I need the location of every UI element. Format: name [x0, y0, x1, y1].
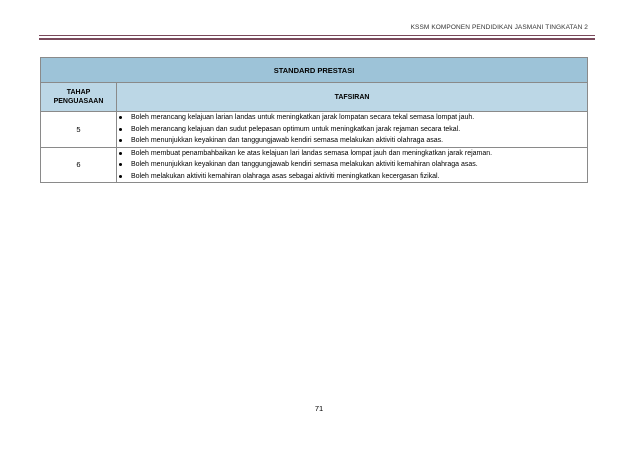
- column-header-level-line1: TAHAP: [66, 89, 91, 96]
- level-cell: 5: [41, 112, 117, 148]
- bullet-icon: [119, 175, 122, 178]
- level-cell: 6: [41, 147, 117, 183]
- header-rule-thin: [39, 35, 595, 36]
- interpretation-cell: [117, 112, 588, 148]
- bullet-icon: [119, 163, 122, 166]
- header-rule-thick: [39, 38, 595, 40]
- list-item-text: Boleh menunjukkan keyakinan dan tanggungjawab kendiri semasa melakukan aktiviti olahraga asas.: [131, 137, 444, 144]
- table-header-row: [41, 83, 588, 112]
- list-item-text: Boleh merancang kelajuan larian landas untuk meningkatkan jarak lompatan secara tekal semasa lompat jauh.: [131, 114, 475, 121]
- list-item-text: Boleh melakukan aktiviti kemahiran olahraga asas sebagai aktiviti meningkatkan kecergasan fizikal.: [131, 172, 440, 180]
- bullet-icon: [119, 116, 122, 119]
- page-number: 71: [314, 404, 324, 413]
- list-item-text: Boleh merancang kelajuan dan sudut pelepasan optimum untuk meningkatkan jarak rejaman secara tekal.: [131, 125, 461, 133]
- list-item: [117, 135, 587, 147]
- bullet-list: [117, 112, 587, 147]
- column-header-level: [41, 83, 117, 112]
- list-item: [117, 171, 587, 183]
- table-row: [41, 147, 588, 183]
- list-item: [117, 148, 587, 160]
- table-title: STANDARD PRESTASI: [41, 58, 588, 83]
- running-header: KSSM KOMPONEN PENDIDIKAN JASMANI TINGKATAN 2: [410, 24, 588, 31]
- bullet-list: [117, 148, 587, 183]
- list-item: [117, 112, 587, 124]
- standard-prestasi-table: [40, 57, 588, 183]
- list-item: [117, 159, 587, 171]
- bullet-icon: [119, 139, 122, 142]
- list-item-text: Boleh membuat penambahbaikan ke atas kelajuan lari landas semasa lompat jauh dan meningkatkan jarak rejaman.: [131, 149, 493, 157]
- table-row: [41, 112, 588, 148]
- table-title-row: [41, 58, 588, 83]
- bullet-icon: [119, 152, 122, 155]
- list-item-text: Boleh menunjukkan keyakinan dan tanggungjawab kendiri semasa melakukan aktiviti kemahiran olahraga asas.: [131, 161, 478, 168]
- column-header-level-line2: PENGUASAAN: [53, 98, 104, 105]
- column-header-interpretation: TAFSIRAN: [117, 83, 588, 112]
- interpretation-cell: [117, 147, 588, 183]
- bullet-icon: [119, 128, 122, 131]
- list-item: [117, 124, 587, 136]
